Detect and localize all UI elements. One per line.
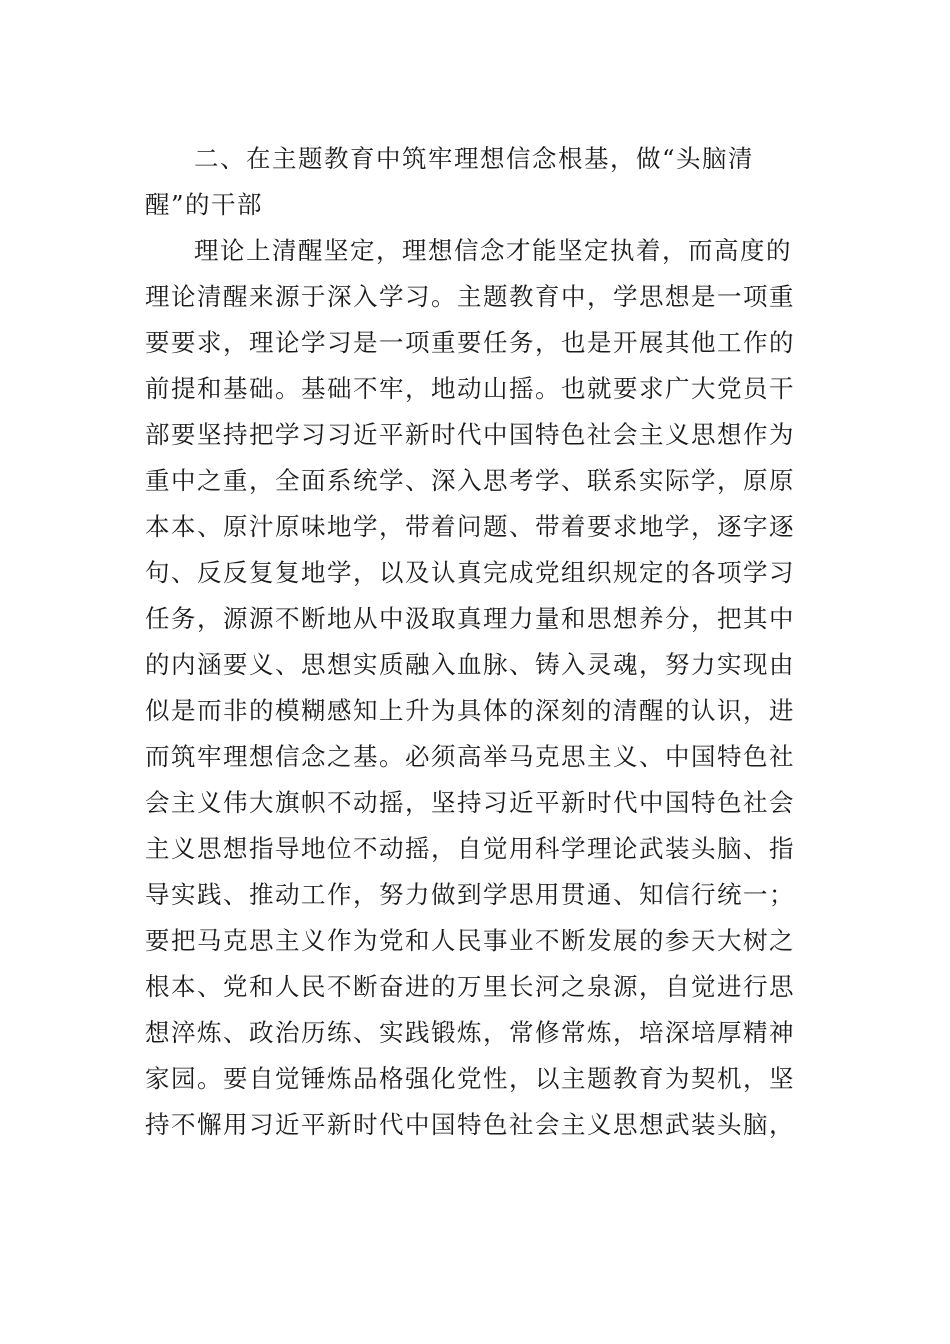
paragraph-line: 持不懈用习近平新时代中国特色社会主义思想武装头脑，: [145, 1110, 795, 1139]
paragraph-line: 主义思想指导地位不动摇，自觉用科学理论武装头脑、指: [145, 834, 795, 863]
paragraph-line: 家园。要自觉锤炼品格强化党性，以主题教育为契机，坚: [145, 1064, 795, 1093]
paragraph-line: 导实践、推动工作，努力做到学思用贯通、知信行统一；: [145, 880, 795, 909]
paragraph-line: 句、反反复复地学，以及认真完成党组织规定的各项学习: [145, 558, 795, 587]
paragraph-line: 想淬炼、政治历练、实践锻炼，常修常炼，培深培厚精神: [145, 1018, 795, 1047]
paragraph-line: 理论清醒来源于深入学习。主题教育中，学思想是一项重: [145, 282, 795, 311]
paragraph-line: 的内涵要义、思想实质融入血脉、铸入灵魂，努力实现由: [145, 650, 795, 679]
paragraph-line: 理论上清醒坚定，理想信念才能坚定执着，而高度的: [194, 236, 792, 265]
paragraph-line: 似是而非的模糊感知上升为具体的深刻的清醒的认识，进: [145, 696, 795, 725]
paragraph-line: 要把马克思主义作为党和人民事业不断发展的参天大树之: [145, 926, 795, 955]
section-heading-line-1: 二、在主题教育中筑牢理想信念根基，做“头脑清: [194, 144, 755, 173]
paragraph-line: 重中之重，全面系统学、深入思考学、联系实际学，原原: [145, 466, 795, 495]
document-text: [145, 136, 795, 1148]
paragraph-line: 会主义伟大旗帜不动摇，坚持习近平新时代中国特色社会: [145, 788, 795, 817]
section-heading-line-2: 醒”的干部: [145, 190, 264, 219]
paragraph-line: 任务，源源不断地从中汲取真理力量和思想养分，把其中: [145, 604, 795, 633]
paragraph-line: 根本、党和人民不断奋进的万里长河之泉源，自觉进行思: [145, 972, 795, 1001]
paragraph-line: 本本、原汁原味地学，带着问题、带着要求地学，逐字逐: [145, 512, 795, 541]
paragraph-line: 部要坚持把学习习近平新时代中国特色社会主义思想作为: [145, 420, 795, 449]
paragraph-line: 而筑牢理想信念之基。必须高举马克思主义、中国特色社: [145, 742, 795, 771]
paragraph-line: 前提和基础。基础不牢，地动山摇。也就要求广大党员干: [145, 374, 795, 403]
paragraph-line: 要要求，理论学习是一项重要任务，也是开展其他工作的: [145, 328, 795, 357]
